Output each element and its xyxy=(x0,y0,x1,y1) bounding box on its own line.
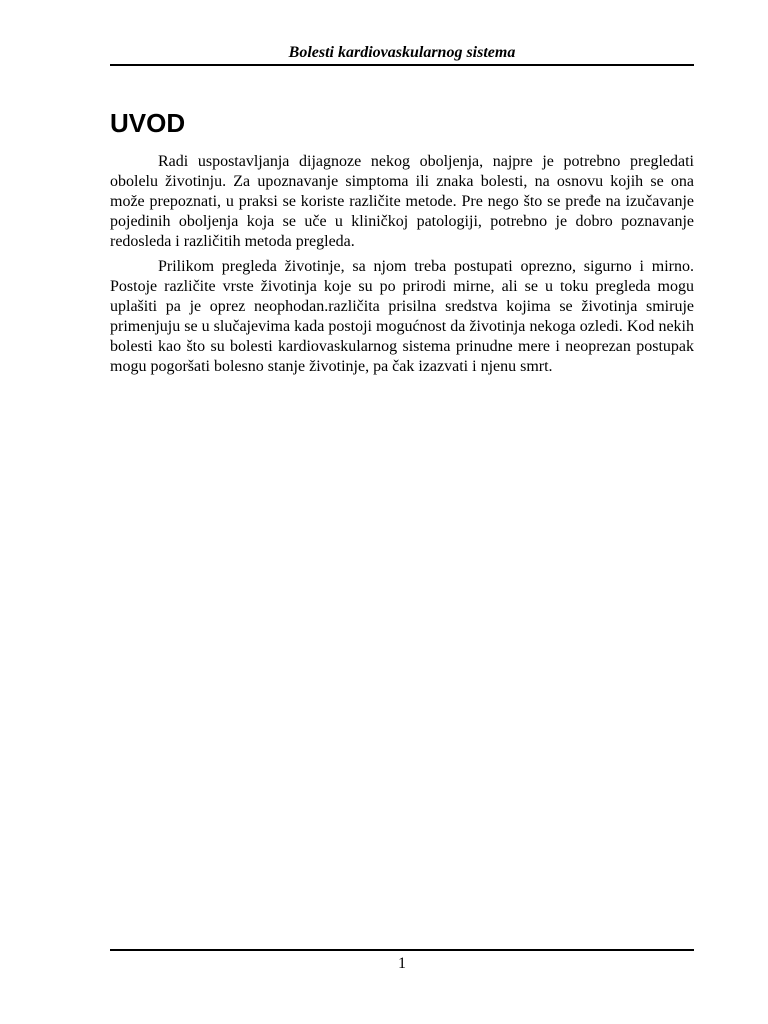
header-rule xyxy=(110,64,694,66)
footer-rule xyxy=(110,949,694,951)
body-text xyxy=(110,152,694,382)
page-number: 1 xyxy=(398,955,406,972)
paragraph: Prilikom pregleda životinje, sa njom treba postupati oprezno, sigurno i mirno. Postoje različite vrste životinja koje su po prirodi mirne, ali se u toku pregleda mogu uplašiti pa je oprez neophodan.različita prisilna sredstva kojima se životinja smiruje primenjuju se u slučajevima kada postoji mogućnost da životinja nekoga ozledi. Kod nekih bolesti kao što su bolesti kardiovaskularnog sistema prinudne mere i neoprezan postupak mogu pogoršati bolesno stanje životinje, pa čak izazvati i njenu smrt. xyxy=(110,258,694,375)
paragraph: Radi uspostavljanja dijagnoze nekog oboljenja, najpre je potrebno pregledati obolelu životinju. Za upoznavanje simptoma ili znaka bolesti, na osnovu kojih se ona može prepoznati, u praksi se koriste različite metode. Pre nego što se pređe na izučavanje pojedinih oboljenja koja se uče u kliničkoj patologiji, potrebno je dobro poznavanje redosleda i različitih metoda pregleda. xyxy=(110,153,694,250)
running-header: Bolesti kardiovaskularnog sistema xyxy=(288,44,516,61)
section-heading: UVOD xyxy=(110,108,186,138)
